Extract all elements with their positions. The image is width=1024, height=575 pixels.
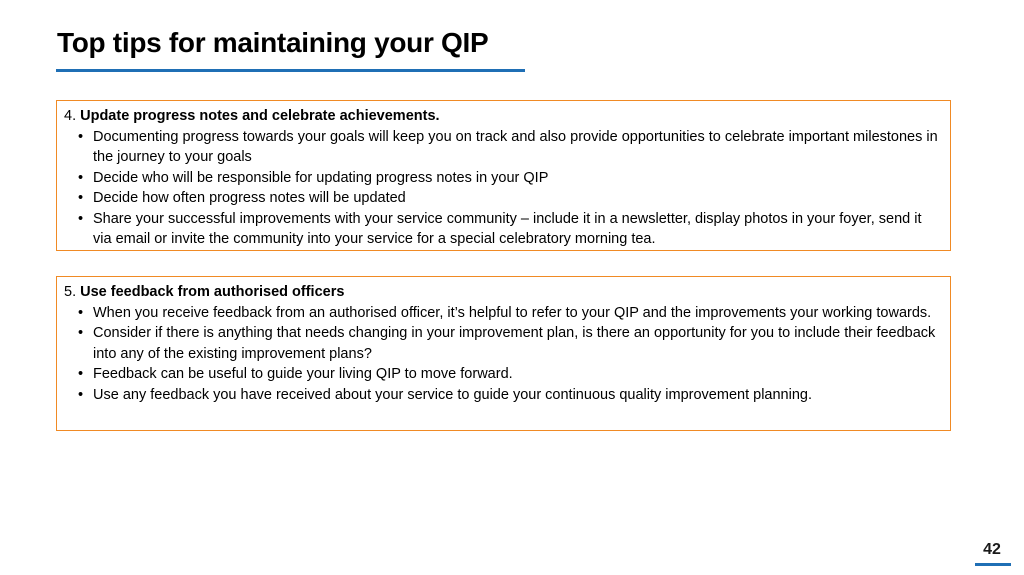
- tip-bullet-list: [64, 303, 940, 406]
- page-number-underline: [975, 563, 1011, 566]
- tip-bullet: • Use any feedback you have received about your service to guide your continuous quality improvement planning.: [93, 385, 940, 406]
- tip-number: 4.: [64, 108, 77, 124]
- tip-bullet: • Decide how often progress notes will be updated: [93, 188, 940, 209]
- tip-box-4: [56, 100, 951, 251]
- tip-bullet: • When you receive feedback from an authorised officer, it’s helpful to refer to your QIP and the improvements your working towards.: [93, 303, 940, 324]
- tip-heading-text: Update progress notes and celebrate achievements.: [80, 108, 440, 124]
- tip-heading-text: Use feedback from authorised officers: [80, 284, 345, 300]
- tip-heading: [64, 282, 940, 303]
- tip-number: 5.: [64, 284, 77, 300]
- tip-bullet: • Share your successful improvements with your service community – include it in a newsletter, display photos in your foyer, send it via email or invite the community into your service for a special celebratory morning tea.: [93, 209, 940, 250]
- page-number: 42: [983, 541, 1001, 558]
- tip-box-5: [56, 276, 951, 431]
- tip-bullet: • Feedback can be useful to guide your living QIP to move forward.: [93, 364, 940, 385]
- tip-bullet: • Documenting progress towards your goals will keep you on track and also provide opportunities to celebrate important milestones in the journey to your goals: [93, 127, 940, 168]
- tip-bullet-list: [64, 127, 940, 250]
- tip-heading: [64, 106, 940, 127]
- slide-title: Top tips for maintaining your QIP: [57, 27, 489, 58]
- tip-bullet: • Consider if there is anything that needs changing in your improvement plan, is there an opportunity for you to include their feedback into any of the existing improvement plans?: [93, 323, 940, 364]
- title-underline: [56, 69, 525, 72]
- tip-bullet: • Decide who will be responsible for updating progress notes in your QIP: [93, 168, 940, 189]
